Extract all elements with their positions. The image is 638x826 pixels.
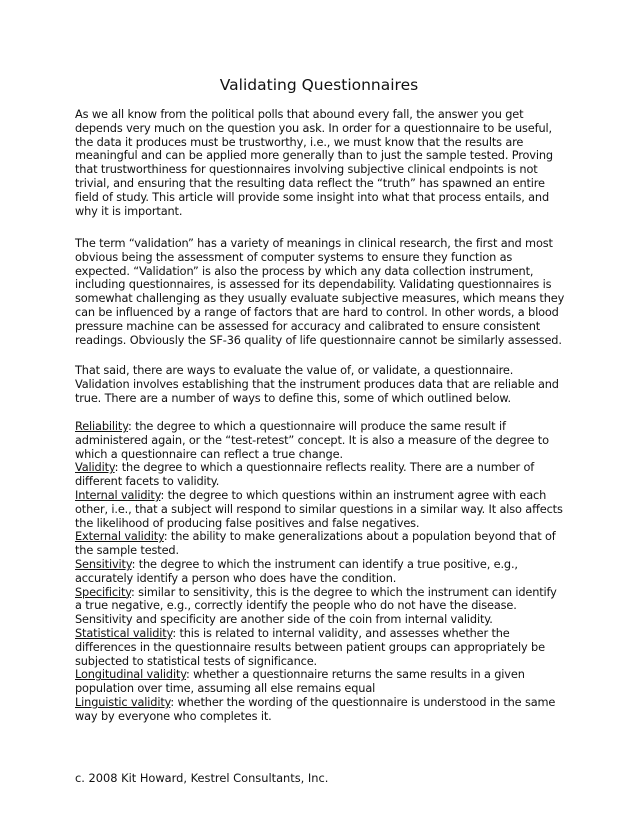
definition-term: Validity <box>75 460 115 475</box>
paragraph-text: The term “validation” has a variety of meanings in clinical research, the first and most obvious being the assessment of computer systems to ensure they function as expected. “Validation” is also the process by which any data collection instrument, including questionnaires, is assessed for its dependability. Validating questionnaires is somewhat challenging as they usually evaluate subjective measures, which means they can be influenced by a range of factors that are hard to control. In other words, a blood pressure machine can be assessed for accuracy and calibrated to ensure consistent readings. Obviously the SF-36 quality of life questionnaire cannot be similarly assessed. <box>75 236 565 347</box>
definition-text: : the degree to which questions within an instrument agree with each other, i.e., that a subject will respond to similar questions in a similar way. It also affects the likelihood of producing false positives and false negatives. <box>75 487 563 530</box>
definition-text: : the ability to make generalizations about a population beyond that of the sample tested. <box>75 529 556 558</box>
definition-item <box>75 461 565 489</box>
definition-item <box>75 530 565 558</box>
definition-term: Specificity <box>75 584 131 599</box>
paragraph-text: As we all know from the political polls that abound every fall, the answer you get depends very much on the question you ask. In order for a questionnaire to be useful, the data it produces must be trustworthy, i.e., we must know that the results are meaningful and can be applied more generally than to just the sample tested. Proving that trustworthiness for questionnaires involving subjective clinical endpoints is not trivial, and ensuring that the resulting data reflect the “truth” has spawned an entire field of study. This article will provide some insight into what that process entails, and why it is important. <box>75 107 553 218</box>
definition-item <box>75 558 565 586</box>
definition-item <box>75 696 565 724</box>
definition-item <box>75 586 565 627</box>
page-title: Validating Questionnaires <box>219 76 419 94</box>
definition-term: Linguistic validity <box>75 694 171 709</box>
definition-item <box>75 627 565 668</box>
definition-text: : similar to sensitivity, this is the degree to which the instrument can identify a true negative, e.g., correctly identify the people who do not have the disease. Sensitivity and specificity are another side of the coin from internal validity. <box>75 584 557 627</box>
validation-paragraph <box>75 237 565 347</box>
definition-term: Statistical validity <box>75 625 173 640</box>
definition-item <box>75 489 565 530</box>
definition-text: : this is related to internal validity, and assesses whether the differences in the questionnaire results between patient groups can appropriately be subjected to statistical tests of significance. <box>75 625 545 668</box>
definition-term: Sensitivity <box>75 556 132 571</box>
definition-text: : the degree to which a questionnaire will produce the same result if administered again, or the “test-retest” concept. It is also a measure of the degree to which a questionnaire can reflect a true change. <box>75 419 549 461</box>
paragraph-text: That said, there are ways to evaluate the value of, or validate, a questionnaire. Validation involves establishing that the instrument produces data that are reliable and true. There are a number of ways to define this, some of which outlined below. <box>75 363 559 405</box>
definitions-list <box>75 420 565 724</box>
definition-term: Internal validity <box>75 487 161 502</box>
definition-item <box>75 668 565 696</box>
definition-text: : whether a questionnaire returns the same results in a given population over time, assuming all else remains equal <box>75 667 525 696</box>
definition-text: : whether the wording of the questionnaire is understood in the same way by everyone who completes it. <box>75 694 556 723</box>
definition-text: : the degree to which the instrument can identify a true positive, e.g., accurately identify a person who does have the condition. <box>75 556 518 585</box>
copyright-footer: c. 2008 Kit Howard, Kestrel Consultants, Inc. <box>75 771 329 785</box>
intro-paragraph <box>75 108 565 218</box>
definition-term: External validity <box>75 529 164 544</box>
definition-term: Reliability <box>75 419 128 433</box>
definition-item <box>75 420 565 461</box>
definition-term: Longitudinal validity <box>75 667 186 682</box>
definition-text: : the degree to which a questionnaire reflects reality. There are a number of different facets to validity. <box>75 460 535 489</box>
evaluation-paragraph <box>75 364 565 405</box>
